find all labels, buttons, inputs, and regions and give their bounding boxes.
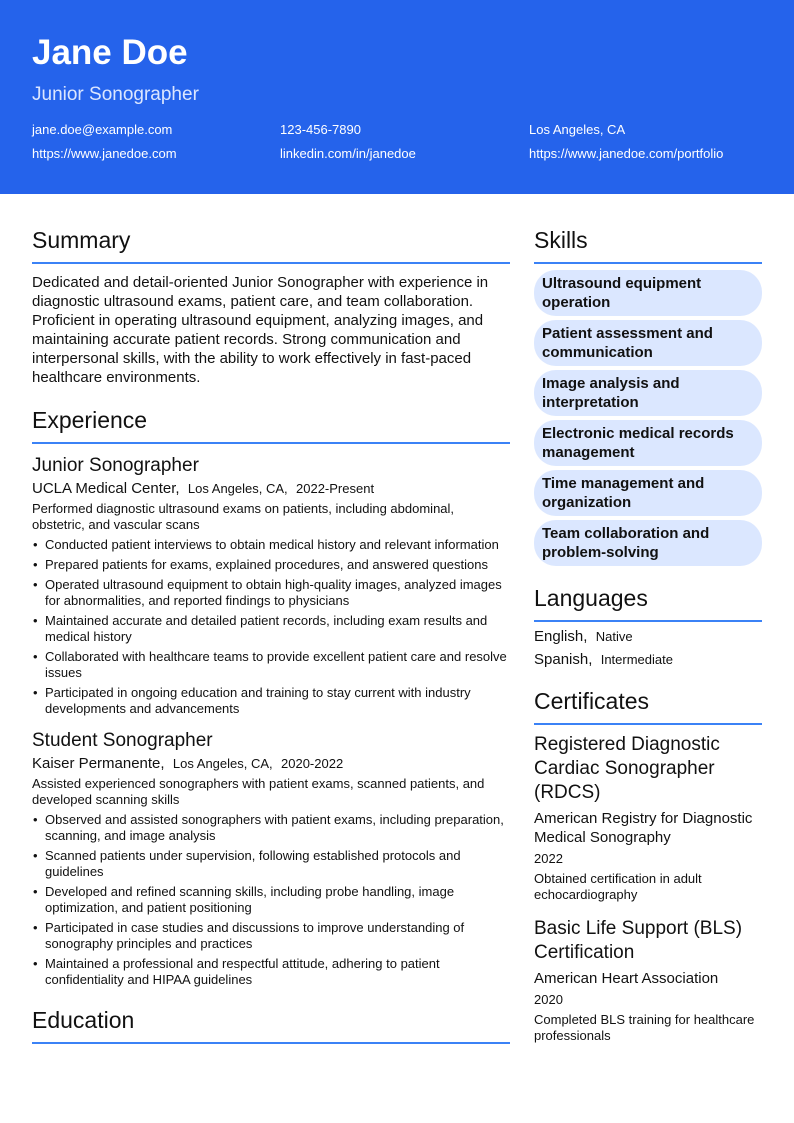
job-location: Los Angeles, CA, [172, 756, 273, 771]
certificate-issuer: American Registry for Diagnostic Medical Sonography [534, 810, 753, 846]
main-column [32, 226, 510, 1044]
skill-chip: Team collaboration and problem-solving [534, 520, 762, 566]
skill-chip: Ultrasound equipment operation [534, 270, 762, 316]
language-level: Native [595, 629, 633, 644]
job-description: Performed diagnostic ultrasound exams on patients, including abdominal, obstetric, and vascular scans [32, 501, 455, 532]
contact-phone[interactable]: 123-456-7890 [280, 122, 361, 137]
language-level: Intermediate [600, 652, 673, 667]
job-bullet: • Maintained a professional and respectful attitude, adhering to patient confidentiality and HIPAA guidelines [32, 956, 510, 988]
job-bullet: • Operated ultrasound equipment to obtain high-quality images, analyzed images for abnormalities, and reported findings to physicians [32, 577, 510, 609]
certificate-issuer: American Heart Association [534, 970, 719, 987]
job-bullet: • Observed and assisted sonographers with patient exams, including preparation, scanning, and image analysis [32, 812, 510, 844]
certificate-year: 2020 [534, 992, 563, 1007]
job-bullet: • Participated in case studies and discussions to improve understanding of sonography principles and practices [32, 920, 510, 952]
job-title: Student Sonographer [32, 730, 213, 751]
job-company: UCLA Medical Center, [32, 480, 180, 497]
job-bullet: • Developed and refined scanning skills, including probe handling, image optimization, and patient positioning [32, 884, 510, 916]
education-heading: Education [32, 1006, 510, 1044]
job-title: Junior Sonographer [32, 455, 199, 476]
job-meta [32, 755, 510, 773]
language-name: English, [534, 628, 588, 645]
skill-chip: Patient assessment and communication [534, 320, 762, 366]
job-bullet: • Collaborated with healthcare teams to provide excellent patient care and resolve issues [32, 649, 510, 681]
certificate-item [534, 733, 762, 903]
summary-heading: Summary [32, 226, 510, 264]
language-item [534, 650, 762, 669]
job-bullet: • Prepared patients for exams, explained procedures, and answered questions [32, 557, 510, 573]
candidate-title: Junior Sonographer [32, 84, 199, 105]
languages-heading: Languages [534, 584, 762, 622]
job-entry [32, 454, 510, 717]
languages-list [534, 627, 762, 669]
language-name: Spanish, [534, 651, 593, 668]
summary-text: Dedicated and detail-oriented Junior Sonographer with experience in diagnostic ultrasound exams, patient care, and team collaboration. Proficient in operating ultrasound equipment, analyzing images, and maintaining accurate patient records. Strong communication and interpersonal skills, with the ability to work effectively in fast-paced healthcare environments. [32, 274, 489, 386]
job-location: Los Angeles, CA, [187, 481, 288, 496]
contact-linkedin[interactable]: linkedin.com/in/janedoe [280, 146, 416, 161]
job-bullet: • Conducted patient interviews to obtain medical history and relevant information [32, 537, 510, 553]
certificate-name: Basic Life Support (BLS) Certification [534, 918, 743, 963]
certificate-description: Completed BLS training for healthcare professionals [534, 1012, 755, 1043]
certificate-description: Obtained certification in adult echocardiography [534, 871, 702, 902]
skill-chip: Image analysis and interpretation [534, 370, 762, 416]
contact-location: Los Angeles, CA [529, 122, 626, 137]
skills-heading: Skills [534, 226, 762, 264]
experience-heading: Experience [32, 406, 510, 444]
job-dates: 2022-Present [296, 481, 375, 496]
skill-chip: Time management and organization [534, 470, 762, 516]
job-description: Assisted experienced sonographers with patient exams, scanned patients, and developed scanning skills [32, 776, 485, 807]
contact-portfolio[interactable]: https://www.janedoe.com/portfolio [529, 146, 724, 161]
job-bullets [32, 812, 510, 988]
resume-header [0, 0, 794, 194]
job-entry [32, 729, 510, 988]
certificates-heading: Certificates [534, 687, 762, 725]
job-meta [32, 480, 510, 498]
job-bullet: • Maintained accurate and detailed patient records, including exam results and medical history [32, 613, 510, 645]
contact-email[interactable]: jane.doe@example.com [32, 122, 173, 137]
job-dates: 2020-2022 [281, 756, 344, 771]
skill-chip: Electronic medical records management [534, 420, 762, 466]
side-column [534, 226, 762, 1044]
certificate-year: 2022 [534, 851, 563, 866]
contact-website[interactable]: https://www.janedoe.com [32, 146, 177, 161]
job-bullet: • Scanned patients under supervision, following established protocols and guidelines [32, 848, 510, 880]
job-company: Kaiser Permanente, [32, 755, 165, 772]
candidate-name: Jane Doe [32, 33, 188, 72]
job-bullet: • Participated in ongoing education and training to stay current with industry developments and advancements [32, 685, 510, 717]
job-bullets [32, 537, 510, 717]
language-item [534, 627, 762, 646]
certificate-name: Registered Diagnostic Cardiac Sonographer (RDCS) [534, 734, 720, 803]
certificate-item [534, 917, 762, 1044]
skills-list [534, 270, 762, 566]
